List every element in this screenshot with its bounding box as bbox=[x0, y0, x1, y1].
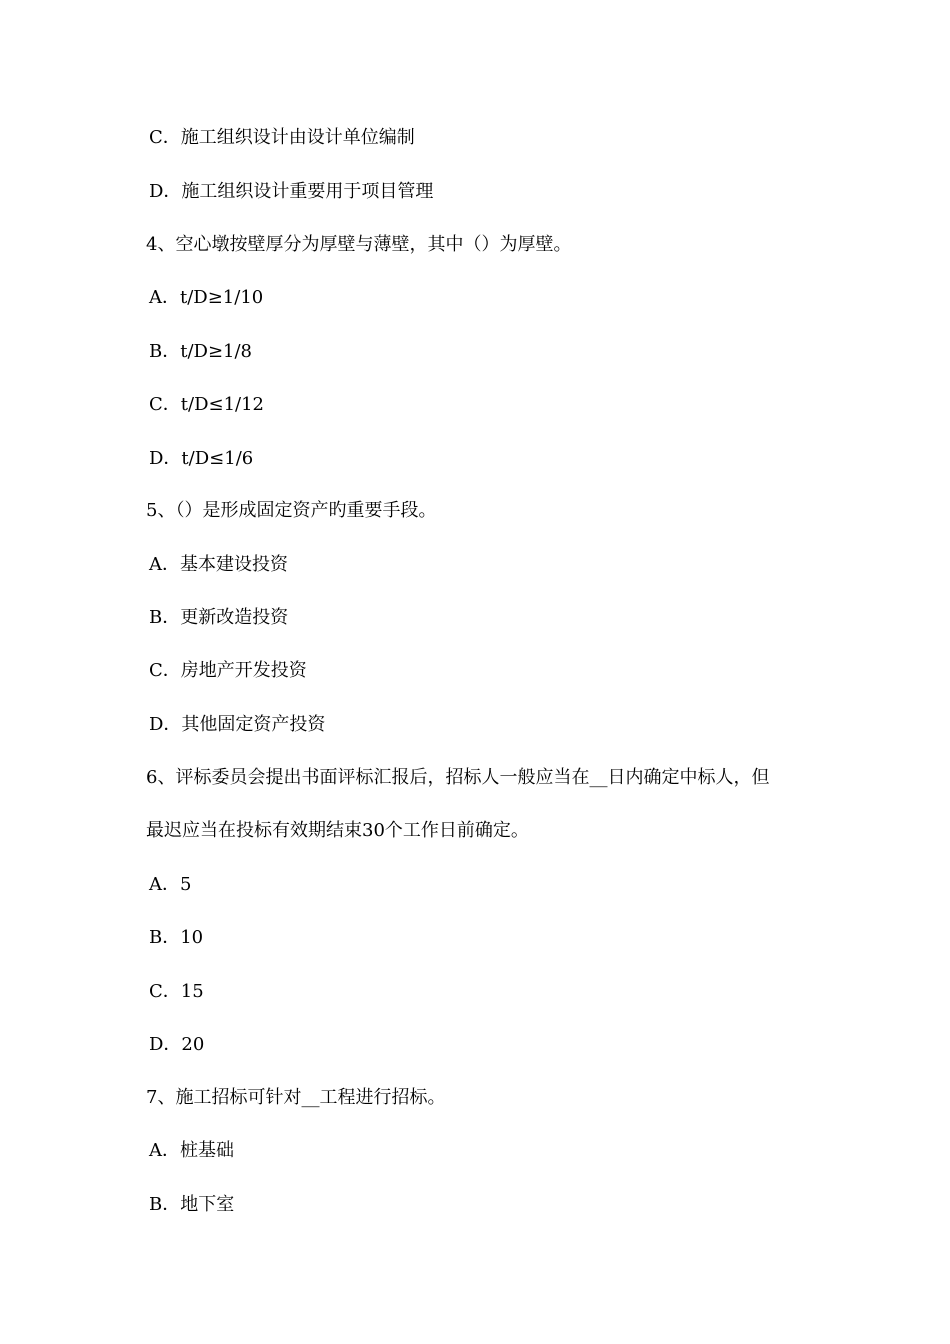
option-line: C．房地产开发投资 bbox=[149, 660, 307, 681]
option-line: D．t/D≤1/6 bbox=[149, 448, 254, 469]
option-line: C．t/D≤1/12 bbox=[149, 394, 265, 415]
option-line: A．桩基础 bbox=[149, 1140, 234, 1161]
question-line: 7、施工招标可针对__工程进行招标。 bbox=[146, 1087, 446, 1108]
question-line: 5、（）是形成固定资产旳重要手段。 bbox=[146, 500, 437, 521]
option-line: D．20 bbox=[149, 1034, 205, 1055]
option-line: B．t/D≥1/8 bbox=[149, 341, 253, 362]
option-line: B．更新改造投资 bbox=[149, 607, 289, 628]
option-line: C．15 bbox=[149, 981, 204, 1002]
question-line: 6、评标委员会提出书面评标汇报后，招标人一般应当在__日内确定中标人，但 bbox=[146, 767, 770, 788]
question-line: 4、空心墩按壁厚分为厚壁与薄壁，其中（）为厚壁。 bbox=[146, 234, 572, 255]
option-line: A．t/D≥1/10 bbox=[149, 287, 264, 308]
option-line: B．10 bbox=[149, 927, 204, 948]
question-line: 最迟应当在投标有效期结束30个工作日前确定。 bbox=[146, 820, 529, 841]
option-line: D．施工组织设计重要用于项目管理 bbox=[149, 181, 434, 202]
option-line: D．其他固定资产投资 bbox=[149, 714, 326, 735]
option-line: A．5 bbox=[149, 874, 192, 895]
option-line: B．地下室 bbox=[149, 1194, 235, 1215]
option-line: C．施工组织设计由设计单位编制 bbox=[149, 127, 415, 148]
option-line: A．基本建设投资 bbox=[149, 554, 288, 575]
